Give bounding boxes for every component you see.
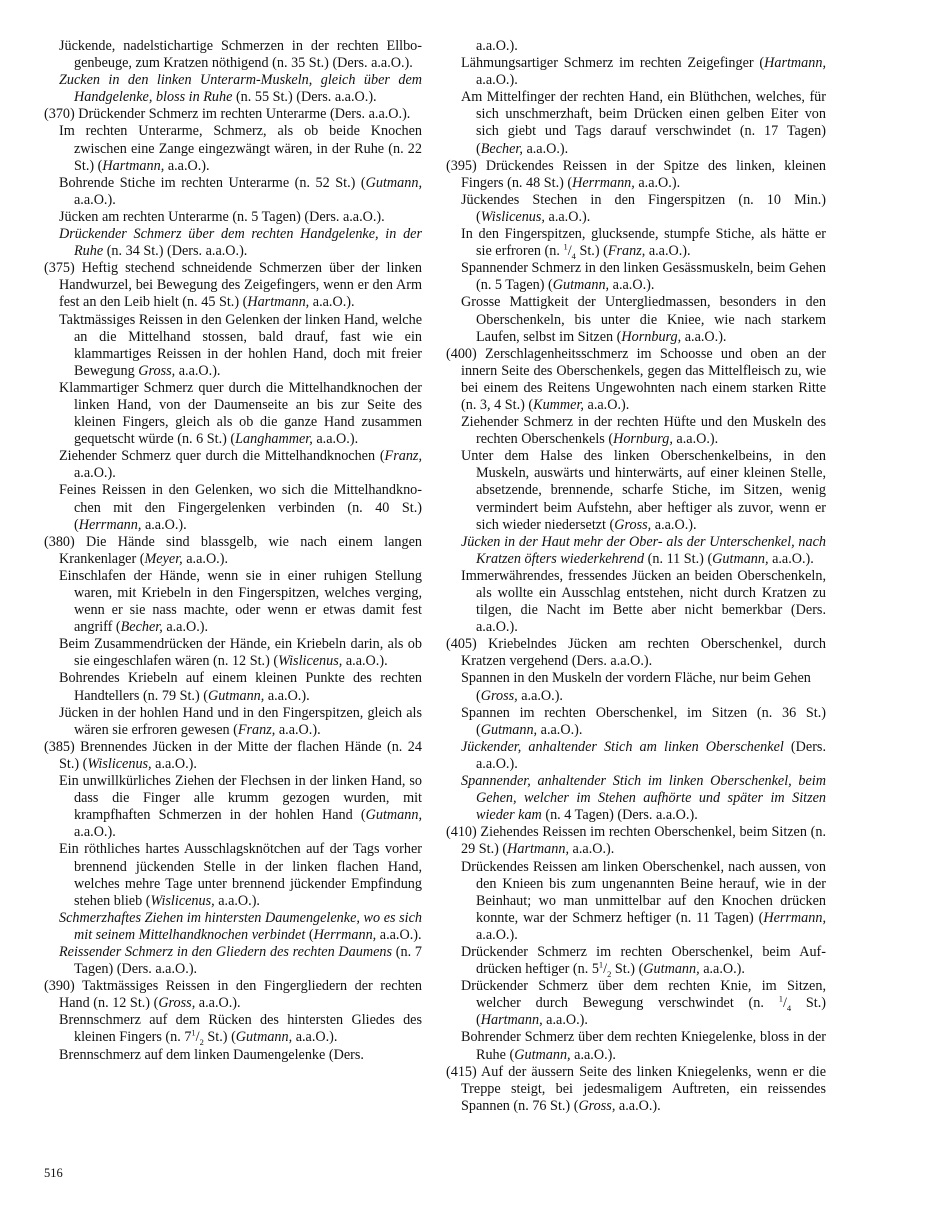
symptom-entry bbox=[446, 944, 826, 978]
symptom-entry bbox=[446, 859, 826, 944]
entry-text: a.a.O.). bbox=[651, 516, 697, 533]
entry-text: (370) Drückender Schmerz im rechten Unterarme (Ders. a.a.O.). bbox=[44, 106, 411, 123]
symptom-entry bbox=[446, 705, 826, 739]
italic-text: Hartmann, bbox=[764, 55, 826, 72]
entry-text: a.a.O.). bbox=[476, 38, 518, 54]
entry-text: a.a.O.). bbox=[141, 516, 187, 533]
entry-text: Lähmungsartiger Schmerz im rechten Zeigefinger ( bbox=[461, 55, 765, 72]
symptom-entry bbox=[446, 226, 826, 260]
entry-text: Jückende, nadelstichartige Schmerzen in der rechten Ellbogenbeuge, zum Kratzen nöthigend (n. 35 St.) (Ders. a.a.O.). bbox=[59, 38, 422, 72]
italic-text: Wislicenus, bbox=[150, 892, 215, 909]
symptom-entry bbox=[44, 123, 422, 174]
symptom-entry bbox=[44, 380, 422, 448]
italic-text: Hartmann, bbox=[480, 1012, 543, 1029]
entry-text: (410) Ziehendes Reissen im rechten Oberschenkel, beim Sitzen (n. 29 St.) ( bbox=[446, 824, 826, 858]
symptom-entry bbox=[446, 978, 826, 1029]
italic-text: Herrmann, bbox=[763, 909, 826, 926]
entry-text: a.a.O.). bbox=[609, 277, 655, 294]
entry-text: a.a.O.). bbox=[681, 328, 727, 345]
italic-text: Jücken in der Haut mehr der Ober- als der Unterschenkel, nach Kratzen öfters wiederkehrend bbox=[461, 533, 826, 567]
entry-text: / bbox=[195, 1029, 200, 1046]
italic-text: Hornburg, bbox=[621, 328, 682, 345]
entry-text: ( bbox=[305, 926, 314, 943]
italic-text: Hartmann, bbox=[247, 294, 310, 311]
symptom-entry bbox=[446, 534, 826, 568]
entry-text: a.a.O.). bbox=[544, 208, 591, 225]
entry-text: Bohrendes Kriebeln auf einem kleinen Punkte des rechten Handtellers (n. 79 St.) ( bbox=[59, 670, 422, 704]
entry-text: (390) Taktmässiges Reissen in den Fingergliedern der rechten Hand (n. 12 St.) ( bbox=[44, 978, 422, 1012]
entry-text: St.) ( bbox=[611, 961, 644, 978]
entry-text: (380) Die Hände sind blassgelb, wie nach einem langen Krankenlager ( bbox=[44, 533, 422, 567]
entry-text: / bbox=[567, 243, 572, 260]
entry-text: a.a.O.). bbox=[275, 721, 321, 738]
entry-text: Brennschmerz auf dem linken Daumengelenke (Ders. bbox=[59, 1046, 364, 1063]
symptom-entry bbox=[44, 72, 422, 106]
italic-text: Gutmann, bbox=[207, 687, 265, 704]
symptom-entry bbox=[446, 414, 826, 448]
symptom-entry bbox=[446, 260, 826, 294]
entry-text: / bbox=[603, 961, 608, 978]
entry-text: a.a.O.). bbox=[517, 687, 563, 704]
entry-text: Ziehender Schmerz quer durch die Mittelhandknochen ( bbox=[59, 448, 385, 465]
entry-text: a.a.O.). bbox=[195, 995, 241, 1012]
symptom-entry bbox=[446, 89, 826, 157]
symptom-entry bbox=[44, 38, 422, 72]
entry-text: a.a.O.). bbox=[645, 243, 691, 260]
symptom-entry bbox=[446, 192, 826, 226]
entry-text: Jückendes Stechen in den Fingerspitzen (n. 10 Min.) ( bbox=[461, 191, 826, 225]
page-number: 516 bbox=[44, 1166, 63, 1180]
italic-text: Gross, bbox=[578, 1097, 616, 1114]
entry-text: (375) Heftig stechend schneidende Schmerzen über der linken Handwurzel, bei Bewegung des Zeigefingers, wenn er den Arm fest an den Leib hielt (n. 45 St.) ( bbox=[44, 260, 422, 311]
italic-text: Herrmann, bbox=[313, 926, 377, 943]
entry-text: a.a.O.). bbox=[312, 431, 359, 448]
entry-text: In den Fingerspitzen, glucksende, stumpfe Stiche, als hätte er sie erfroren (n. bbox=[461, 226, 826, 260]
symptom-entry bbox=[44, 1047, 422, 1064]
entry-text: Brennschmerz auf dem Rücken des hintersten Gliedes des kleinen Fingers (n. 7 bbox=[59, 1012, 422, 1046]
symptom-entry bbox=[446, 568, 826, 636]
entry-text: Ein unwillkürliches Ziehen der Flechsen in der linken Hand, so dass die Finger alle krumm gezogen wurden, mit krampfhaften Schmerzen in der hohlen Hand ( bbox=[59, 773, 422, 824]
symptom-entry bbox=[446, 448, 826, 533]
entry-text: Grosse Mattigkeit der Untergliedmassen, besonders in den Oberschenkeln, bis unter die Kniee, wie nach starkem Laufen, selbst im Sitzen ( bbox=[461, 294, 826, 345]
entry-text: a.a.O.). bbox=[264, 687, 310, 704]
entry-text: (n. 4 Tagen) (Ders. a.a.O.). bbox=[541, 807, 698, 824]
italic-text: Schmerzhaftes Ziehen im hintersten Daumengelenke, wo es sich mit seinem Mittelhandknochen verbindet bbox=[59, 909, 422, 943]
italic-text: Gross, bbox=[138, 362, 176, 379]
symptom-entry bbox=[44, 670, 422, 704]
entry-text: 1 bbox=[598, 959, 604, 970]
entry-text: (Ders. a.a.O.). bbox=[476, 738, 826, 772]
italic-text: Becher, bbox=[480, 140, 523, 157]
symptom-entry bbox=[446, 55, 826, 89]
symptom-entry bbox=[44, 209, 422, 226]
entry-text: 2 bbox=[199, 1037, 204, 1048]
entry-text: a.a.O.). bbox=[162, 619, 209, 636]
entry-text: Beim Zusammendrücken der Hände, ein Kriebeln darin, als ob sie eingeschlafen wären (n. 12 St.) ( bbox=[59, 636, 422, 670]
entry-text: Unter dem Halse des linken Oberschenkelbeins, in den Muskeln, auswärts und hinterwärts, auf einer kleinen Stelle, absetzende, brennende, scharfe Stiche, im Sitzen, wenig vermindert beim Aufstehn, aber heftiger als zuvor, wenn er sich wieder niedersetzt ( bbox=[461, 448, 826, 533]
entry-text: a.a.O.). bbox=[476, 926, 518, 943]
numbered-entry bbox=[44, 978, 422, 1012]
entry-text: St.) ( bbox=[476, 995, 827, 1029]
numbered-entry bbox=[446, 824, 826, 858]
entry-text: Spannen in den Muskeln der vordern Fläche, nur beim Gehen ( bbox=[461, 670, 811, 704]
italic-text: Hartmann, bbox=[102, 157, 165, 174]
entry-text: a.a.O.). bbox=[699, 961, 745, 978]
right-column bbox=[446, 38, 826, 1115]
entry-text: Drückender Schmerz im rechten Oberschenkel, beim Aufdrücken heftiger (n. 5 bbox=[461, 943, 826, 978]
entry-text: a.a.O.). bbox=[74, 465, 116, 482]
symptom-entry bbox=[44, 705, 422, 739]
italic-text: Kummer, bbox=[533, 396, 584, 413]
entry-text: a.a.O.). bbox=[615, 1097, 661, 1114]
italic-text: Franz, bbox=[607, 243, 646, 260]
symptom-entry bbox=[446, 38, 826, 55]
entry-text: Spannen im rechten Oberschenkel, im Sitzen (n. 36 St.) ( bbox=[461, 704, 826, 738]
entry-text: 4 bbox=[786, 1003, 792, 1014]
entry-text: / bbox=[782, 995, 787, 1012]
italic-text: Becher, bbox=[120, 619, 163, 636]
entry-text: Ziehender Schmerz in der rechten Hüfte und den Muskeln des rechten Oberschenkels ( bbox=[461, 414, 826, 448]
entry-text: Am Mittelfinger der rechten Hand, ein Blüthchen, welches, für sich unschmerzhaft, beim Drücken einen gelben Eiter von sich giebt und Tags darauf verschwindet (n. 17 Tagen) ( bbox=[461, 89, 826, 157]
entry-text: Einschlafen der Hände, wenn sie in einer ruhigen Stellung waren, mit Kriebeln in den Fingerspitzen, welches verging, wenn er sie nass machte, oder wenn er etwas damit fest angriff ( bbox=[59, 567, 422, 636]
entry-text: Drückendes Reissen am linken Oberschenkel, nach aussen, von den Knieen bis zum ungenannten Beine herauf, wie in der Beinhaut; wo man unmittelbar auf den Knochen drücken konnte, war der Schmerz heftiger (n. 11 Tagen) ( bbox=[461, 858, 826, 926]
entry-text: a.a.O.). bbox=[74, 191, 116, 208]
italic-text: Gutmann, bbox=[480, 721, 538, 738]
entry-text: (n. 34 St.) (Ders. a.a.O.). bbox=[103, 243, 248, 260]
italic-text: Gutmann, bbox=[712, 550, 769, 567]
entry-text: (385) Brennendes Jücken in der Mitte der flachen Hände (n. 24 St.) ( bbox=[44, 738, 422, 772]
italic-text: Wislicenus, bbox=[87, 755, 152, 772]
italic-text: Reissender Schmerz in den Gliedern des rechten Daumens bbox=[59, 943, 393, 960]
italic-text: Gutmann, bbox=[365, 807, 422, 824]
symptom-entry bbox=[44, 773, 422, 841]
entry-text: (n. 55 St.) (Ders. a.a.O.). bbox=[232, 89, 377, 106]
entry-text: a.a.O.). bbox=[570, 1046, 616, 1063]
italic-text: Gross, bbox=[614, 516, 652, 533]
entry-text: 2 bbox=[607, 968, 612, 979]
italic-text: Hartmann, bbox=[507, 841, 569, 858]
symptom-entry bbox=[44, 841, 422, 909]
entry-text: a.a.O.). bbox=[309, 294, 355, 311]
italic-text: Jückender, anhaltender Stich am linken Oberschenkel bbox=[461, 738, 784, 755]
entry-text: a.a.O.). bbox=[342, 653, 388, 670]
symptom-entry bbox=[44, 910, 422, 944]
numbered-entry bbox=[446, 158, 826, 192]
entry-text: a.a.O.). bbox=[476, 72, 518, 89]
entry-text: Ein röthliches hartes Ausschlagsknötchen auf der Tags vorher brennend jückenden Stelle in der linken flachen Hand, welches mehre Tage unter brennend jückender Empfindung stehen blieb ( bbox=[59, 841, 422, 909]
symptom-entry bbox=[446, 773, 826, 824]
entry-text: Feines Reissen in den Gelenken, wo sich die Mittelhandknochen mit den Fingergelenken verbinden (n. 40 St.) ( bbox=[59, 482, 422, 533]
symptom-entry bbox=[446, 1029, 826, 1063]
entry-text: a.a.O.). bbox=[537, 721, 583, 738]
symptom-entry bbox=[44, 1012, 422, 1046]
entry-text: 1 bbox=[563, 241, 568, 252]
entry-text: 1 bbox=[778, 993, 783, 1004]
entry-text: a.a.O.). bbox=[542, 1012, 588, 1029]
symptom-entry bbox=[446, 739, 826, 773]
entry-text: St.) ( bbox=[575, 243, 608, 260]
entry-text: a.a.O.). bbox=[214, 892, 260, 909]
entry-text: St.) ( bbox=[203, 1029, 236, 1046]
entry-text: a.a.O.). bbox=[164, 157, 210, 174]
italic-text: Hornburg, bbox=[613, 431, 673, 448]
numbered-entry bbox=[446, 636, 826, 670]
italic-text: Zucken in den linken Unterarm-Muskeln, gleich über dem Handgelenke, bloss in Ruhe bbox=[59, 72, 422, 106]
symptom-entry bbox=[44, 448, 422, 482]
numbered-entry bbox=[446, 346, 826, 414]
entry-text: a.a.O.). bbox=[74, 824, 116, 841]
entry-text: a.a.O.). bbox=[569, 841, 615, 858]
italic-text: Wislicenus, bbox=[278, 653, 343, 670]
entry-text: Bohrende Stiche im rechten Unterarme (n. 52 St.) ( bbox=[59, 174, 366, 191]
entry-text: a.a.O.). bbox=[151, 755, 197, 772]
entry-text: (405) Kriebelndes Jücken am rechten Oberschenkel, durch Kratzen vergehend (Ders. a.a.O.). bbox=[446, 636, 826, 670]
symptom-entry bbox=[44, 482, 422, 533]
symptom-entry bbox=[446, 294, 826, 345]
entry-text: Drückender Schmerz über dem rechten Knie, im Sitzen, welcher durch Bewegung verschwindet (n. bbox=[461, 978, 826, 1012]
entry-text: Jücken in der hohlen Hand und in den Fingerspitzen, gleich als wären sie erfroren gewesen ( bbox=[59, 704, 422, 738]
entry-text: (n. 7 Tagen) (Ders. a.a.O.). bbox=[74, 943, 422, 978]
numbered-entry bbox=[44, 106, 422, 123]
symptom-entry bbox=[446, 670, 826, 704]
symptom-entry bbox=[44, 568, 422, 636]
entry-text: a.a.O.). bbox=[376, 926, 422, 943]
entry-text: a.a.O.). bbox=[768, 550, 814, 567]
italic-text: Drückender Schmerz über dem rechten Handgelenke, in der Ruhe bbox=[59, 226, 422, 260]
italic-text: Spannender, anhaltender Stich im linken Oberschenkel, beim Gehen, welcher im Stehen aufhörte und später im Sitzen wieder kam bbox=[461, 773, 826, 824]
italic-text: Gutmann, bbox=[514, 1046, 571, 1063]
entry-text: a.a.O.). bbox=[292, 1029, 338, 1046]
entry-text: a.a.O.). bbox=[182, 550, 229, 567]
italic-text: Wislicenus, bbox=[480, 208, 545, 225]
numbered-entry bbox=[44, 739, 422, 773]
entry-text: 1 bbox=[191, 1027, 196, 1038]
entry-text: Immerwährendes, fressendes Jücken an beiden Oberschenkeln, als wollte ein Ausschlag entstehen, nicht durch Kratzen zu tilgen, die Nacht im Bette aber nicht bemerkbar (Ders. a.a.O.). bbox=[461, 567, 826, 636]
left-column bbox=[44, 38, 422, 1064]
entry-text: a.a.O.). bbox=[672, 431, 719, 448]
entry-text: a.a.O.). bbox=[175, 362, 221, 379]
italic-text: Langhammer, bbox=[235, 431, 313, 448]
entry-text: Spannender Schmerz in den linken Gesässmuskeln, beim Gehen (n. 5 Tagen) ( bbox=[461, 260, 826, 294]
italic-text: Franz, bbox=[384, 448, 422, 465]
italic-text: Gutmann, bbox=[552, 277, 610, 294]
italic-text: Gross, bbox=[158, 995, 196, 1012]
numbered-entry bbox=[446, 1064, 826, 1115]
italic-text: Herrmann, bbox=[78, 516, 142, 533]
italic-text: Franz, bbox=[237, 721, 276, 738]
entry-text: (395) Drückendes Reissen in der Spitze des linken, kleinen Fingers (n. 48 St.) ( bbox=[446, 157, 826, 191]
entry-text: Bohrender Schmerz über dem rechten Kniegelenke, bloss in der Ruhe ( bbox=[461, 1029, 826, 1063]
entry-text: Taktmässiges Reissen in den Gelenken der linken Hand, welche an die Mittelhand stossen, bald drauf, fast wie ein klammartiges Reissen in der hohlen Hand, doch mit freier Bewegung bbox=[59, 311, 422, 379]
symptom-entry bbox=[44, 944, 422, 978]
entry-text: (415) Auf der äussern Seite des linken Kniegelenks, wenn er die Treppe steigt, bei jedesmaligem Auftreten, ein reissendes Spannen (n. 76 St.) ( bbox=[446, 1063, 826, 1114]
italic-text: Gutmann, bbox=[365, 174, 422, 191]
italic-text: Gross, bbox=[480, 687, 518, 704]
entry-text: (400) Zerschlagenheitsschmerz im Schoosse und oben an der innern Seite des Oberschenkels, gegen das Mittelfleisch zu, wie bei einem des Reitens Ungewohnten nach einem starken Ritte (n. 3, 4 St.) ( bbox=[446, 345, 826, 413]
italic-text: Meyer, bbox=[144, 550, 183, 567]
entry-text: Im rechten Unterarme, Schmerz, als ob beide Knochen zwischen eine Zange eingezwängt wären, in der Ruhe (n. 22 St.) ( bbox=[59, 123, 422, 174]
italic-text: Herrmann, bbox=[572, 174, 635, 191]
numbered-entry bbox=[44, 260, 422, 311]
italic-text: Gutmann, bbox=[235, 1029, 293, 1046]
symptom-entry bbox=[44, 175, 422, 209]
entry-text: 4 bbox=[571, 250, 576, 261]
entry-text: Jücken am rechten Unterarme (n. 5 Tagen) (Ders. a.a.O.). bbox=[59, 208, 385, 225]
italic-text: Gutmann, bbox=[643, 961, 700, 978]
symptom-entry bbox=[44, 636, 422, 670]
entry-text: (n. 11 St.) ( bbox=[644, 550, 713, 567]
symptom-entry bbox=[44, 226, 422, 260]
entry-text: Klammartiger Schmerz quer durch die Mittelhandknochen der linken Hand, von der Daumenseite an bis zur Seite des kleinen Fingers, gleich als ob die ganze Hand zusammen gequetscht würde (n. 6 St.) ( bbox=[59, 379, 422, 448]
numbered-entry bbox=[44, 534, 422, 568]
symptom-entry bbox=[44, 312, 422, 380]
entry-text: a.a.O.). bbox=[583, 396, 630, 413]
entry-text: a.a.O.). bbox=[522, 140, 569, 157]
entry-text: a.a.O.). bbox=[634, 174, 681, 191]
